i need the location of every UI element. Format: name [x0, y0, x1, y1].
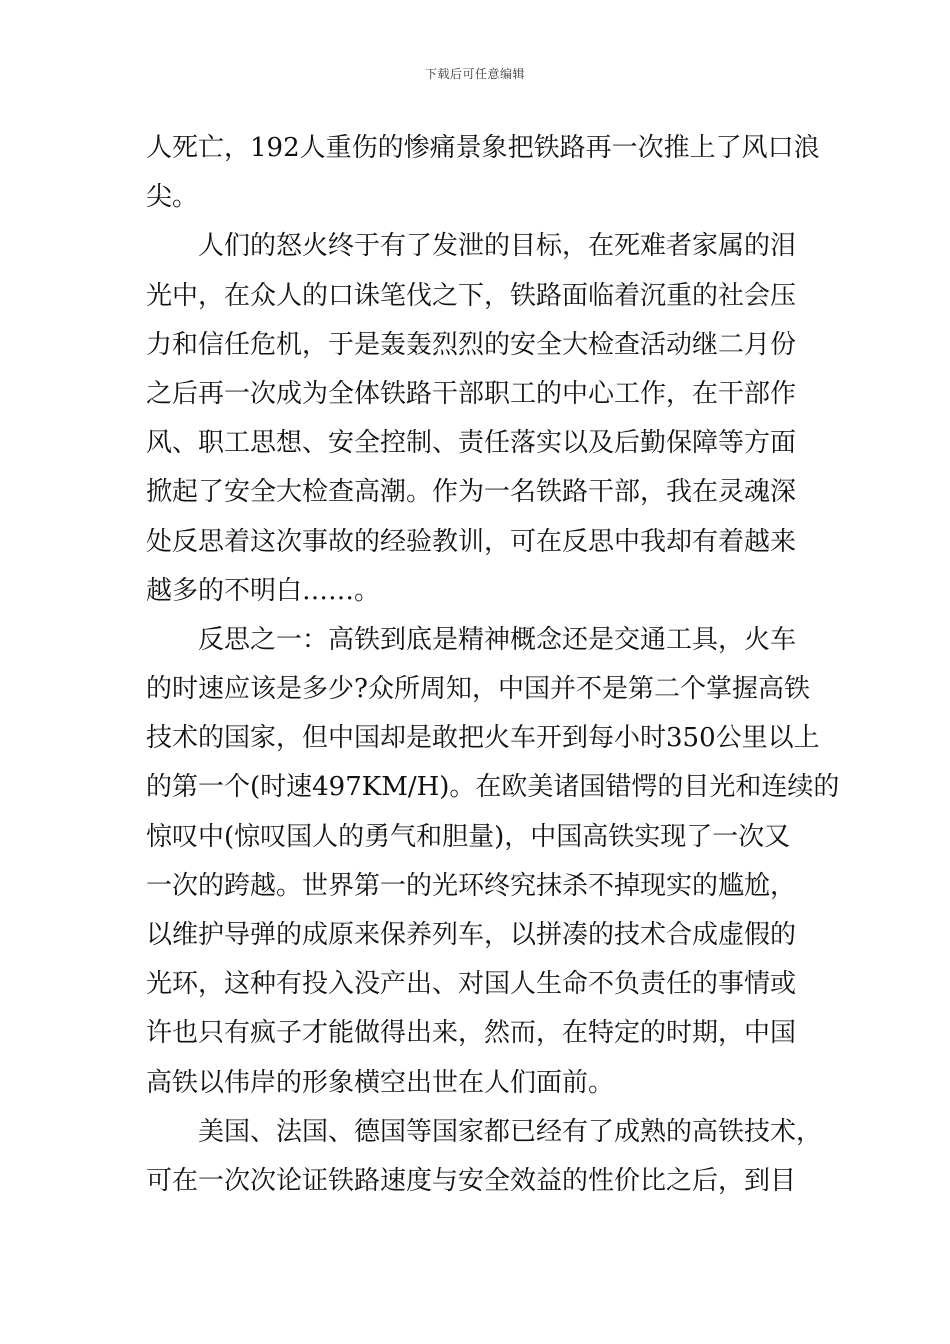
document-body	[146, 124, 840, 1206]
text-line: 以维护导弹的成原来保养列车，以拼凑的技术合成虚假的	[146, 920, 797, 950]
text-line: 越多的不明白……。	[146, 575, 381, 606]
text-line: 高铁以伟岸的形象横空出世在人们面前。	[146, 1067, 615, 1098]
text-line: 人死亡，192人重伤的惨痛景象把铁路再一次推上了风口浪	[146, 133, 820, 163]
text-line: 处反思着这次事故的经验教训，可在反思中我却有着越来	[146, 526, 797, 557]
text-line: 尖。	[146, 182, 199, 213]
paragraph-start-line: 反思之一：高铁到底是精神概念还是交通工具，火车	[198, 624, 797, 655]
text-line: 光环，这种有投入没产出、对国人生命不负责任的事情或	[146, 969, 797, 1000]
text-line: 可在一次次论证铁路速度与安全效益的性价比之后，到目	[146, 1165, 797, 1196]
text-line: 一次的跨越。世界第一的光环终究抹杀不掉现实的尴尬，	[146, 870, 797, 901]
text-line: 惊叹中(惊叹国人的勇气和胆量)，中国高铁实现了一次又	[146, 821, 791, 852]
page-header-note: 下载后可任意编辑	[424, 67, 525, 81]
text-line: 技术的国家，但中国却是敢把火车开到每小时350公里以上	[146, 723, 820, 754]
text-line: 的时速应该是多少?众所周知，中国并不是第二个掌握高铁	[146, 674, 810, 705]
text-line: 的第一个(时速497KM/H)。在欧美诸国错愕的目光和连续的	[146, 772, 840, 803]
text-line: 力和信任危机，于是轰轰烈烈的安全大检查活动继二月份	[146, 329, 797, 360]
paragraph-start-line: 美国、法国、德国等国家都已经有了成熟的高铁技术，	[198, 1116, 823, 1147]
text-line: 风、职工思想、安全控制、责任落实以及后勤保障等方面	[146, 428, 797, 459]
text-line: 掀起了安全大检查高潮。作为一名铁路干部，我在灵魂深	[146, 477, 797, 508]
text-line: 光中，在众人的口诛笔伐之下，铁路面临着沉重的社会压	[146, 280, 797, 311]
text-line: 之后再一次成为全体铁路干部职工的中心工作，在干部作	[146, 378, 797, 409]
paragraph-start-line: 人们的怒火终于有了发泄的目标，在死难者家属的泪	[198, 231, 797, 262]
text-line: 许也只有疯子才能做得出来，然而，在特定的时期，中国	[146, 1018, 797, 1049]
